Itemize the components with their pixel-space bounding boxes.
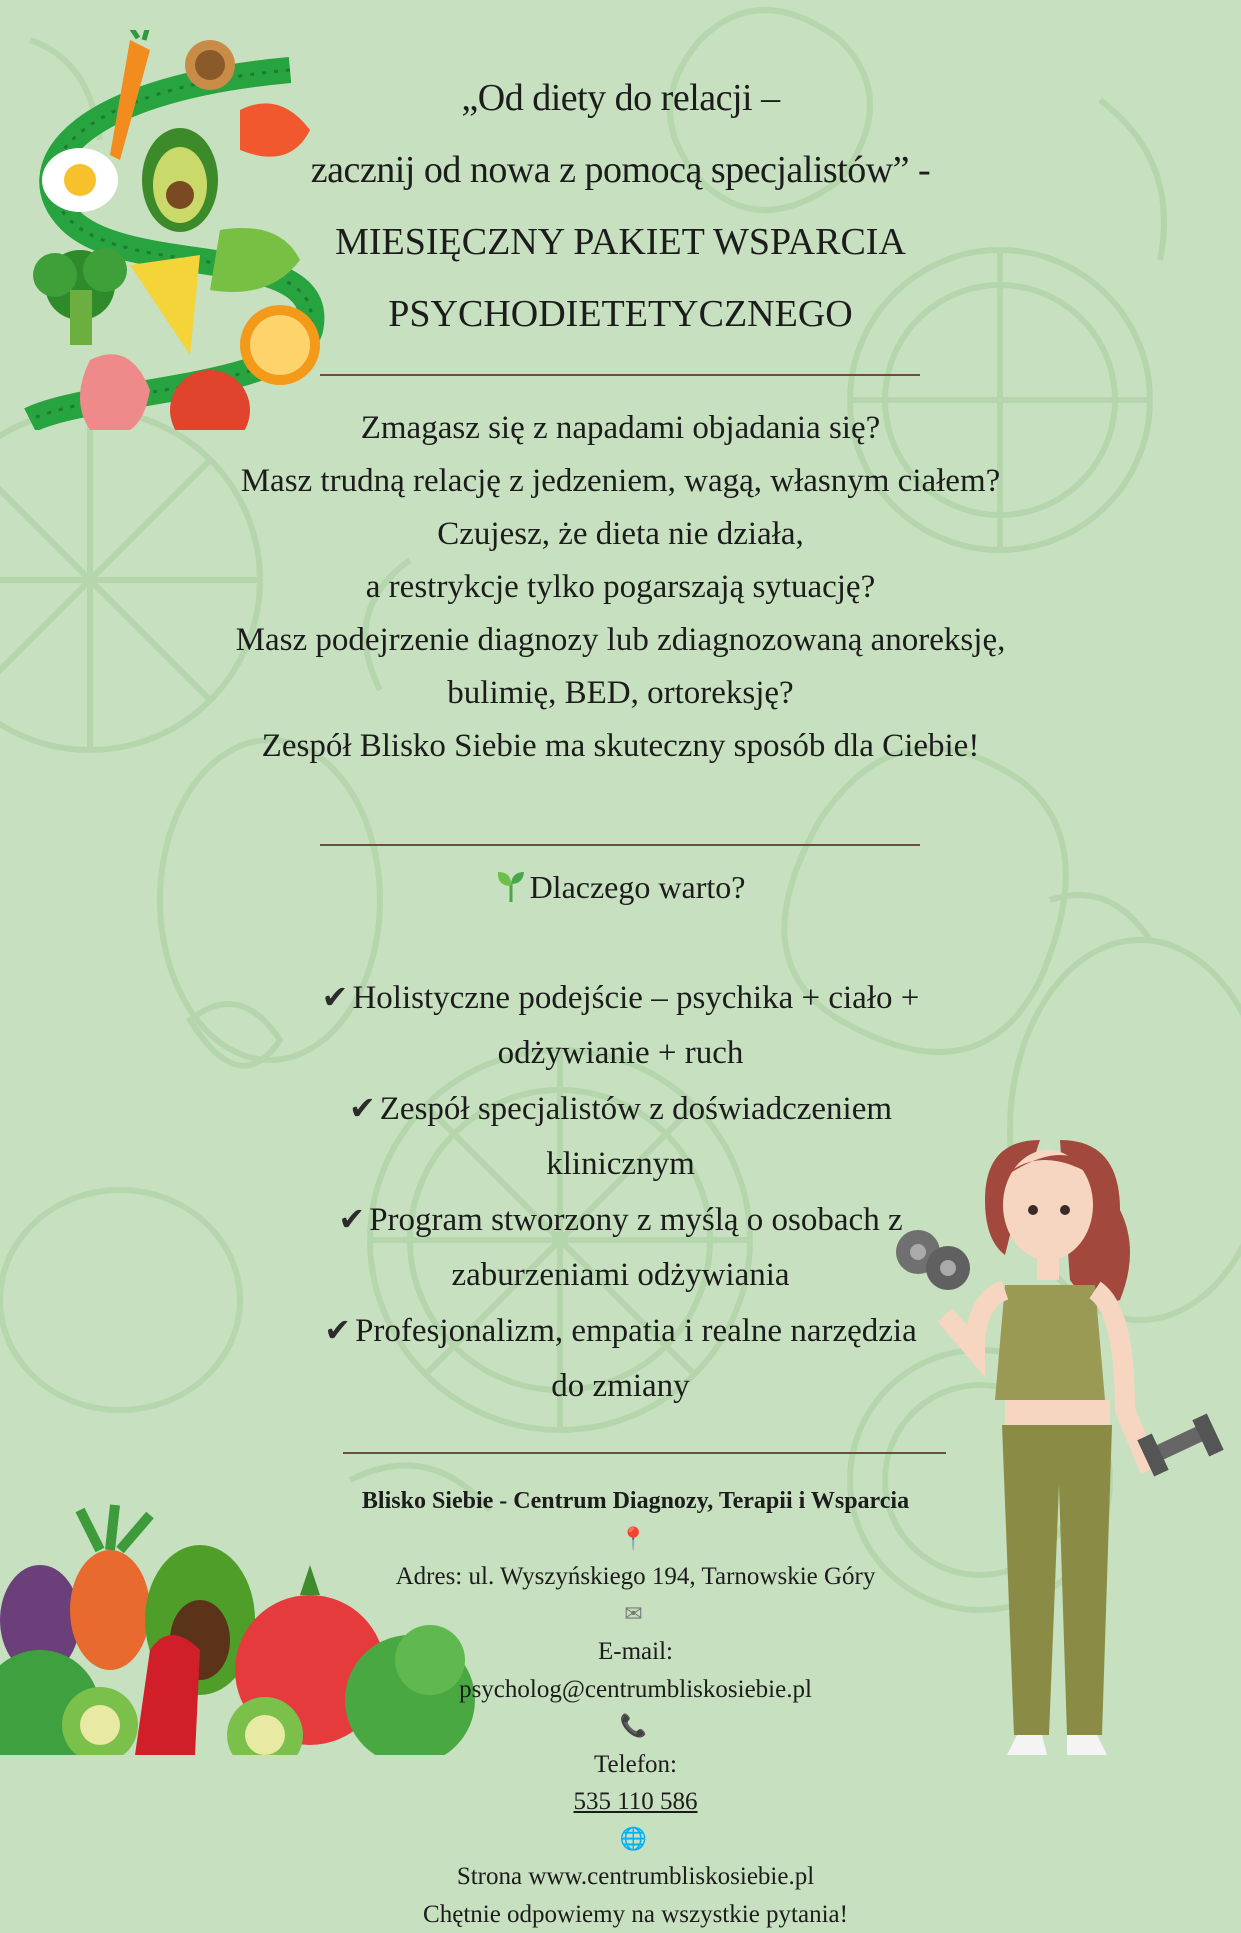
benefit-text: Program stworzony z myślą o osobach z xyxy=(369,1202,902,1238)
sprout-icon xyxy=(496,868,526,902)
benefit-item-continued: zaburzeniami odżywiania xyxy=(0,1248,1241,1303)
benefit-item-continued: klinicznym xyxy=(0,1137,1241,1192)
contact-footer xyxy=(15,1483,1241,1933)
title-block xyxy=(0,62,1241,350)
check-icon: ✔ xyxy=(338,1200,365,1238)
question-line: a restrykcje tylko pogarszają sytuację? xyxy=(0,561,1241,614)
why-heading-text: Dlaczego warto? xyxy=(530,869,746,905)
question-line: Czujesz, że dieta nie działa, xyxy=(0,508,1241,561)
question-line: Masz trudną relację z jedzeniem, wagą, własnym ciałem? xyxy=(0,455,1241,508)
benefit-text: Holistyczne podejście – psychika + ciało + xyxy=(352,980,919,1016)
benefit-text: Zespół specjalistów z doświadczeniem xyxy=(380,1091,892,1127)
email-link[interactable]: psycholog@centrumbliskosiebie.pl xyxy=(15,1671,1241,1709)
divider-middle xyxy=(320,844,920,846)
organization-name: Blisko Siebie - Centrum Diagnozy, Terapii i Wsparcia xyxy=(15,1483,1241,1521)
envelope-icon: ✉ xyxy=(15,1596,1241,1634)
closing-line: Chętnie odpowiemy na wszystkie pytania! xyxy=(15,1896,1241,1933)
question-line: bulimię, BED, ortoreksję? xyxy=(0,667,1241,720)
why-heading xyxy=(0,862,1241,912)
questions-block xyxy=(0,402,1241,773)
title-line-3: MIESIĘCZNY PAKIET WSPARCIA xyxy=(0,206,1241,278)
email-label: E-mail: xyxy=(15,1633,1241,1671)
benefit-item xyxy=(0,1192,1241,1248)
location-pin-icon: 📍 xyxy=(15,1521,1241,1559)
title-line-2: zacznij od nowa z pomocą specjalistów” - xyxy=(0,134,1241,206)
benefit-item xyxy=(0,1081,1241,1137)
globe-icon: 🌐 xyxy=(15,1821,1241,1859)
question-line: Zespół Blisko Siebie ma skuteczny sposób dla Ciebie! xyxy=(0,720,1241,773)
address-line xyxy=(15,1521,1241,1596)
question-line: Masz podejrzenie diagnozy lub zdiagnozowaną anoreksję, xyxy=(0,614,1241,667)
benefit-item-continued: do zmiany xyxy=(0,1359,1241,1414)
phone-line xyxy=(15,1708,1241,1821)
phone-link[interactable]: 535 110 586 xyxy=(15,1783,1241,1821)
website-line[interactable] xyxy=(15,1821,1241,1896)
question-line: Zmagasz się z napadami objadania się? xyxy=(0,402,1241,455)
phone-icon: 📞 xyxy=(15,1708,1241,1746)
check-icon: ✔ xyxy=(324,1311,351,1349)
benefit-item xyxy=(0,1303,1241,1359)
check-icon: ✔ xyxy=(349,1089,376,1127)
phone-label: Telefon: xyxy=(15,1746,1241,1784)
benefit-item-continued: odżywianie + ruch xyxy=(0,1026,1241,1081)
address-text: Adres: ul. Wyszyńskiego 194, Tarnowskie Góry xyxy=(15,1558,1241,1596)
title-line-1: „Od diety do relacji – xyxy=(0,62,1241,134)
email-line xyxy=(15,1596,1241,1709)
benefit-item xyxy=(0,970,1241,1026)
website-text[interactable]: Strona www.centrumbliskosiebie.pl xyxy=(15,1858,1241,1896)
title-line-4: PSYCHODIETETYCZNEGO xyxy=(0,278,1241,350)
check-icon: ✔ xyxy=(322,978,349,1016)
divider-bottom xyxy=(343,1452,946,1454)
benefit-text: Profesjonalizm, empatia i realne narzędzia xyxy=(355,1313,917,1349)
benefits-list xyxy=(0,970,1241,1414)
divider-top xyxy=(320,374,920,376)
